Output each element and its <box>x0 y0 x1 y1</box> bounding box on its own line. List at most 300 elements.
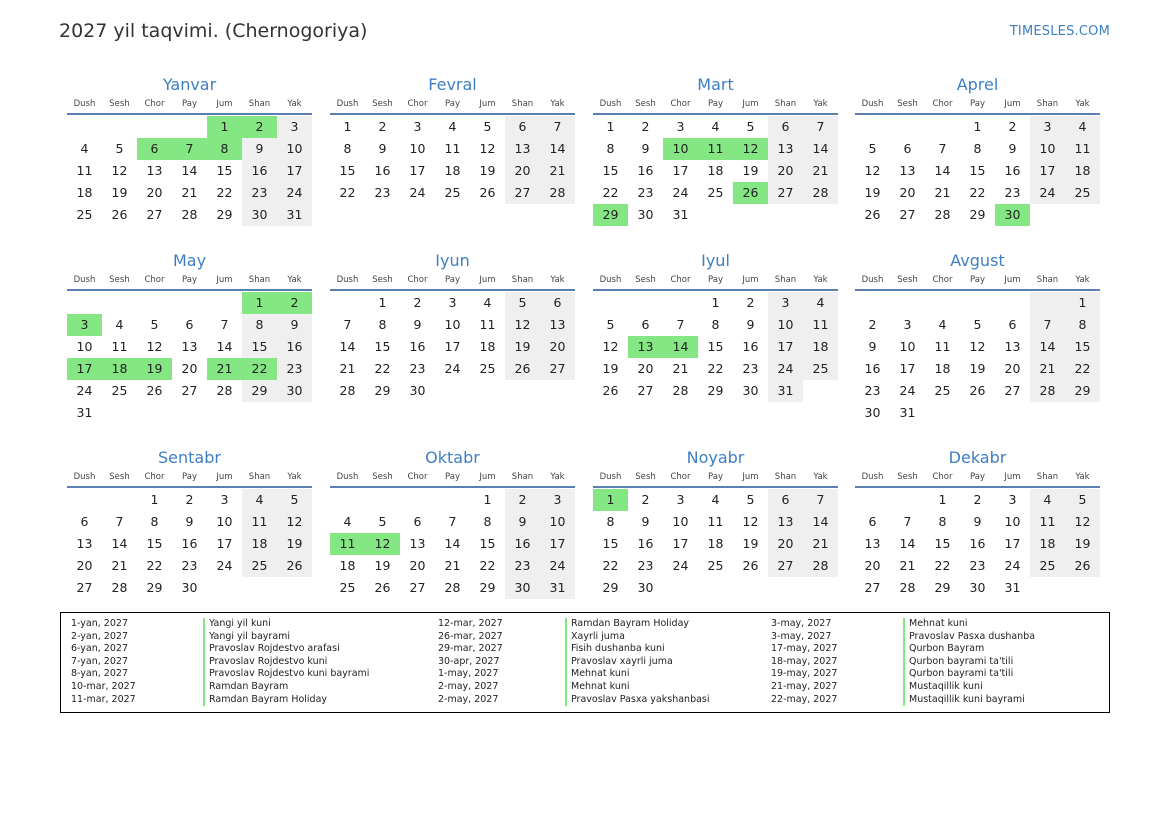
day-cell: 30 <box>409 383 426 398</box>
day-cell: 4 <box>938 317 947 332</box>
weekday-label: Chor <box>407 275 428 285</box>
weekday-label: Yak <box>813 275 828 285</box>
weekday-label: Jum <box>742 472 759 482</box>
legend-date: 3-may, 2027 <box>771 630 832 642</box>
day-cell: 27 <box>864 580 881 595</box>
day-cell: 28 <box>899 580 916 595</box>
day-cell: 15 <box>707 339 724 354</box>
holiday-day-cell: 2 <box>277 292 312 314</box>
day-cell: 22 <box>934 558 951 573</box>
empty-cell <box>102 489 137 511</box>
weekday-label: Yak <box>1075 99 1090 109</box>
day-cell: 1 <box>150 492 159 507</box>
weekday-label: Shan <box>774 472 797 482</box>
day-cell: 9 <box>1008 141 1017 156</box>
day-cell: 5 <box>606 317 615 332</box>
weekday-label: Jum <box>216 99 233 109</box>
day-cell: 6 <box>413 514 422 529</box>
day-cell: 27 <box>899 207 916 222</box>
day-cell: 29 <box>969 207 986 222</box>
day-cell: 27 <box>409 580 426 595</box>
day-cell: 2 <box>746 295 755 310</box>
weekday-label: Pay <box>182 472 197 482</box>
weekday-header <box>330 471 575 486</box>
day-cell: 19 <box>374 558 391 573</box>
day-cell: 17 <box>672 163 689 178</box>
legend-name-column <box>203 618 369 706</box>
empty-cell <box>207 292 242 314</box>
day-cell: 24 <box>76 383 93 398</box>
weekday-label: Shan <box>511 472 534 482</box>
weekend-day-cell: 9 <box>505 511 540 533</box>
day-cell: 22 <box>374 361 391 376</box>
day-cell: 9 <box>973 514 982 529</box>
empty-cell <box>102 116 137 138</box>
header-rule <box>330 289 575 291</box>
weekend-day-cell: 16 <box>505 533 540 555</box>
day-cell: 11 <box>707 514 724 529</box>
weekday-label: Pay <box>970 99 985 109</box>
empty-cell <box>855 489 890 511</box>
brand-link[interactable]: TIMESLES.COM <box>1009 24 1110 39</box>
empty-cell <box>855 116 890 138</box>
weekend-day-cell: 9 <box>242 138 277 160</box>
weekend-day-cell: 20 <box>768 160 803 182</box>
weekend-day-cell: 12 <box>277 511 312 533</box>
day-cell: 2 <box>973 492 982 507</box>
empty-cell <box>925 116 960 138</box>
weekend-day-cell: 7 <box>1030 314 1065 336</box>
day-cell: 15 <box>339 163 356 178</box>
day-cell: 23 <box>637 185 654 200</box>
legend-date: 2-may, 2027 <box>438 693 499 705</box>
day-cell: 20 <box>1004 361 1021 376</box>
weekday-label: Chor <box>407 472 428 482</box>
weekend-day-cell: 28 <box>803 182 838 204</box>
day-cell: 24 <box>409 185 426 200</box>
day-cell: 29 <box>374 383 391 398</box>
day-cell: 22 <box>602 185 619 200</box>
weekday-label: Chor <box>670 275 691 285</box>
weekday-header <box>67 98 312 113</box>
day-cell: 16 <box>742 339 759 354</box>
legend-holiday-name: Pravoslav Pasxa dushanba <box>903 631 1035 644</box>
day-cell: 28 <box>111 580 128 595</box>
day-cell: 3 <box>413 119 422 134</box>
day-cell: 6 <box>903 141 912 156</box>
day-cell: 14 <box>181 163 198 178</box>
month-iyul <box>593 250 838 402</box>
empty-cell <box>890 116 925 138</box>
day-cell: 16 <box>409 339 426 354</box>
weekday-label: Pay <box>182 275 197 285</box>
header-rule <box>330 113 575 115</box>
weekend-day-cell: 28 <box>1030 380 1065 402</box>
weekday-label: Jum <box>742 99 759 109</box>
weekday-header <box>330 98 575 113</box>
weekday-label: Sesh <box>635 472 656 482</box>
weekday-label: Dush <box>73 99 96 109</box>
day-cell: 8 <box>606 141 615 156</box>
day-cell: 13 <box>181 339 198 354</box>
header-rule <box>67 486 312 488</box>
weekday-label: Dush <box>861 99 884 109</box>
day-cell: 19 <box>864 185 881 200</box>
weekday-label: Shan <box>248 472 271 482</box>
day-grid <box>330 116 575 204</box>
weekend-day-cell: 30 <box>277 380 312 402</box>
holiday-day-cell: 1 <box>242 292 277 314</box>
day-cell: 2 <box>868 317 877 332</box>
holiday-day-cell: 13 <box>628 336 663 358</box>
day-cell: 19 <box>479 163 496 178</box>
legend-holiday-name: Pravoslav Pasxa yakshanbasi <box>565 694 710 707</box>
weekday-label: Sesh <box>109 472 130 482</box>
day-grid <box>330 489 575 599</box>
weekend-day-cell: 11 <box>803 314 838 336</box>
day-cell: 24 <box>1004 558 1021 573</box>
weekday-label: Shan <box>511 99 534 109</box>
day-cell: 27 <box>1004 383 1021 398</box>
day-cell: 12 <box>864 163 881 178</box>
month-mart <box>593 74 838 226</box>
weekday-label: Pay <box>445 99 460 109</box>
day-cell: 7 <box>115 514 124 529</box>
day-cell: 20 <box>146 185 163 200</box>
legend-holiday-name: Mustaqillik kuni bayrami <box>903 694 1035 707</box>
day-cell: 7 <box>448 514 457 529</box>
weekend-day-cell: 10 <box>277 138 312 160</box>
legend-date: 1-may, 2027 <box>438 668 499 680</box>
day-cell: 5 <box>973 317 982 332</box>
day-cell: 1 <box>938 492 947 507</box>
empty-cell <box>330 292 365 314</box>
day-cell: 5 <box>746 492 755 507</box>
weekend-day-cell: 7 <box>803 489 838 511</box>
weekend-day-cell: 3 <box>1030 116 1065 138</box>
legend-date: 7-yan, 2027 <box>71 655 128 667</box>
day-cell: 23 <box>637 558 654 573</box>
day-cell: 7 <box>220 317 229 332</box>
legend-date-column <box>771 618 837 706</box>
empty-cell <box>663 292 698 314</box>
day-cell: 8 <box>606 514 615 529</box>
weekday-label: Yak <box>813 99 828 109</box>
holiday-day-cell: 29 <box>593 204 628 226</box>
day-cell: 5 <box>746 119 755 134</box>
weekend-day-cell: 8 <box>242 314 277 336</box>
day-cell: 8 <box>938 514 947 529</box>
weekend-day-cell: 7 <box>803 116 838 138</box>
day-cell: 29 <box>602 580 619 595</box>
empty-cell <box>330 489 365 511</box>
day-cell: 23 <box>864 383 881 398</box>
day-cell: 21 <box>111 558 128 573</box>
day-grid <box>330 292 575 402</box>
month-fevral <box>330 74 575 204</box>
weekend-day-cell: 20 <box>768 533 803 555</box>
weekday-label: Jum <box>216 275 233 285</box>
day-cell: 10 <box>216 514 233 529</box>
day-cell: 13 <box>76 536 93 551</box>
holiday-day-cell: 6 <box>137 138 172 160</box>
day-cell: 19 <box>111 185 128 200</box>
day-cell: 18 <box>444 163 461 178</box>
day-cell: 26 <box>742 558 759 573</box>
day-cell: 5 <box>115 141 124 156</box>
day-cell: 6 <box>641 317 650 332</box>
month-name: Aprel <box>956 75 999 94</box>
empty-cell <box>593 292 628 314</box>
weekend-day-cell: 7 <box>540 116 575 138</box>
day-cell: 3 <box>220 492 229 507</box>
header-rule <box>67 289 312 291</box>
day-cell: 1 <box>711 295 720 310</box>
day-cell: 27 <box>146 207 163 222</box>
day-cell: 19 <box>969 361 986 376</box>
day-cell: 20 <box>76 558 93 573</box>
weekday-label: Shan <box>1036 275 1059 285</box>
holiday-day-cell: 2 <box>242 116 277 138</box>
weekend-day-cell: 18 <box>1065 160 1100 182</box>
day-cell: 24 <box>899 383 916 398</box>
day-cell: 8 <box>973 141 982 156</box>
day-cell: 3 <box>903 317 912 332</box>
weekday-label: Dush <box>599 275 622 285</box>
day-cell: 5 <box>483 119 492 134</box>
day-cell: 16 <box>864 361 881 376</box>
holiday-day-cell: 11 <box>698 138 733 160</box>
holiday-day-cell: 14 <box>663 336 698 358</box>
day-cell: 4 <box>448 119 457 134</box>
weekday-label: Chor <box>407 99 428 109</box>
weekend-day-cell: 17 <box>768 336 803 358</box>
month-dekabr <box>855 447 1100 599</box>
day-cell: 3 <box>676 119 685 134</box>
day-cell: 30 <box>742 383 759 398</box>
header-rule <box>593 289 838 291</box>
day-grid <box>593 116 838 226</box>
legend-holiday-name: Qurbon bayrami ta'tili <box>903 656 1035 669</box>
weekend-day-cell: 14 <box>540 138 575 160</box>
day-cell: 5 <box>378 514 387 529</box>
weekend-day-cell: 17 <box>277 160 312 182</box>
day-cell: 12 <box>969 339 986 354</box>
day-cell: 22 <box>707 361 724 376</box>
empty-cell <box>855 292 890 314</box>
day-cell: 8 <box>711 317 720 332</box>
day-cell: 15 <box>602 536 619 551</box>
weekend-day-cell: 27 <box>768 555 803 577</box>
weekend-day-cell: 6 <box>768 116 803 138</box>
day-cell: 16 <box>637 163 654 178</box>
empty-cell <box>137 116 172 138</box>
day-cell: 3 <box>676 492 685 507</box>
header-rule <box>855 113 1100 115</box>
legend-holiday-name: Ramdan Bayram Holiday <box>565 618 710 631</box>
month-name: Yanvar <box>162 75 217 94</box>
day-cell: 14 <box>111 536 128 551</box>
weekday-label: Chor <box>670 99 691 109</box>
day-cell: 14 <box>899 536 916 551</box>
legend-name-column <box>903 618 1035 706</box>
month-name: Mart <box>697 75 734 94</box>
weekday-label: Yak <box>1075 275 1090 285</box>
weekend-day-cell: 18 <box>242 533 277 555</box>
day-cell: 6 <box>185 317 194 332</box>
day-cell: 1 <box>606 119 615 134</box>
day-cell: 17 <box>899 361 916 376</box>
weekday-label: Dush <box>336 275 359 285</box>
day-cell: 22 <box>479 558 496 573</box>
day-cell: 9 <box>185 514 194 529</box>
weekend-day-cell: 6 <box>505 116 540 138</box>
day-cell: 10 <box>672 514 689 529</box>
day-cell: 23 <box>969 558 986 573</box>
day-cell: 18 <box>707 536 724 551</box>
month-noyabr <box>593 447 838 599</box>
day-cell: 29 <box>934 580 951 595</box>
weekend-day-cell: 18 <box>803 336 838 358</box>
month-name: May <box>172 251 207 270</box>
day-cell: 1 <box>343 119 352 134</box>
weekday-header <box>67 471 312 486</box>
day-cell: 12 <box>742 514 759 529</box>
month-aprel <box>855 74 1100 226</box>
day-cell: 21 <box>181 185 198 200</box>
weekend-day-cell: 21 <box>803 160 838 182</box>
holiday-day-cell: 1 <box>207 116 242 138</box>
day-cell: 25 <box>707 558 724 573</box>
weekday-label: Shan <box>1036 99 1059 109</box>
page-title: 2027 yil taqvimi. (Chernogoriya) <box>59 20 368 42</box>
day-cell: 1 <box>378 295 387 310</box>
month-name: Dekabr <box>948 448 1007 467</box>
legend-holiday-name: Mehnat kuni <box>565 681 710 694</box>
day-cell: 15 <box>479 536 496 551</box>
day-cell: 25 <box>479 361 496 376</box>
empty-cell <box>890 489 925 511</box>
day-cell: 16 <box>969 536 986 551</box>
weekday-header <box>593 274 838 289</box>
weekend-day-cell: 12 <box>505 314 540 336</box>
weekend-day-cell: 25 <box>1065 182 1100 204</box>
weekday-label: Pay <box>970 472 985 482</box>
month-name: Noyabr <box>686 448 745 467</box>
legend-date: 1-yan, 2027 <box>71 618 128 629</box>
header-rule <box>855 289 1100 291</box>
day-cell: 22 <box>146 558 163 573</box>
day-cell: 12 <box>111 163 128 178</box>
holiday-day-cell: 22 <box>242 358 277 380</box>
weekend-day-cell: 6 <box>540 292 575 314</box>
weekend-day-cell: 23 <box>277 358 312 380</box>
empty-cell <box>365 489 400 511</box>
day-cell: 10 <box>444 317 461 332</box>
weekday-label: Shan <box>248 275 271 285</box>
day-cell: 24 <box>672 558 689 573</box>
day-grid <box>67 489 312 599</box>
day-cell: 17 <box>409 163 426 178</box>
weekday-label: Jum <box>1004 275 1021 285</box>
holiday-legend <box>60 612 1110 713</box>
day-cell: 12 <box>146 339 163 354</box>
day-cell: 11 <box>934 339 951 354</box>
legend-holiday-name: Qurbon bayrami ta'tili <box>903 668 1035 681</box>
day-cell: 28 <box>672 383 689 398</box>
day-cell: 23 <box>374 185 391 200</box>
legend-date: 10-mar, 2027 <box>71 680 136 692</box>
day-cell: 15 <box>146 536 163 551</box>
holiday-day-cell: 10 <box>663 138 698 160</box>
weekday-label: Sesh <box>635 275 656 285</box>
weekend-day-cell: 10 <box>540 511 575 533</box>
holiday-day-cell: 19 <box>137 358 172 380</box>
header-rule <box>67 113 312 115</box>
day-cell: 2 <box>413 295 422 310</box>
weekend-day-cell: 26 <box>505 358 540 380</box>
weekend-day-cell: 30 <box>242 204 277 226</box>
day-cell: 24 <box>216 558 233 573</box>
day-cell: 9 <box>868 339 877 354</box>
weekend-day-cell: 3 <box>277 116 312 138</box>
weekend-day-cell: 14 <box>803 511 838 533</box>
day-cell: 26 <box>374 580 391 595</box>
day-cell: 14 <box>444 536 461 551</box>
day-cell: 5 <box>150 317 159 332</box>
weekend-day-cell: 31 <box>768 380 803 402</box>
legend-holiday-name: Yangi yil kuni <box>203 618 369 631</box>
day-cell: 28 <box>181 207 198 222</box>
month-iyun <box>330 250 575 402</box>
day-cell: 13 <box>409 536 426 551</box>
empty-cell <box>67 489 102 511</box>
legend-date: 26-mar, 2027 <box>438 630 503 642</box>
day-cell: 15 <box>969 163 986 178</box>
day-cell: 2 <box>378 119 387 134</box>
weekday-label: Sesh <box>372 275 393 285</box>
weekend-day-cell: 5 <box>277 489 312 511</box>
weekend-day-cell: 13 <box>540 314 575 336</box>
weekend-day-cell: 6 <box>768 489 803 511</box>
day-cell: 31 <box>76 405 93 420</box>
day-cell: 23 <box>1004 185 1021 200</box>
day-cell: 3 <box>448 295 457 310</box>
day-cell: 14 <box>934 163 951 178</box>
empty-cell <box>172 116 207 138</box>
weekend-day-cell: 3 <box>768 292 803 314</box>
day-cell: 1 <box>973 119 982 134</box>
day-cell: 23 <box>742 361 759 376</box>
day-cell: 20 <box>181 361 198 376</box>
weekend-day-cell: 27 <box>768 182 803 204</box>
day-cell: 31 <box>1004 580 1021 595</box>
day-grid <box>855 116 1100 226</box>
weekday-header <box>593 98 838 113</box>
holiday-day-cell: 26 <box>733 182 768 204</box>
day-cell: 7 <box>938 141 947 156</box>
weekend-day-cell: 13 <box>505 138 540 160</box>
holiday-day-cell: 7 <box>172 138 207 160</box>
day-cell: 4 <box>483 295 492 310</box>
weekday-label: Jum <box>479 275 496 285</box>
weekday-label: Pay <box>970 275 985 285</box>
weekend-day-cell: 24 <box>1030 182 1065 204</box>
legend-holiday-name: Pravoslav Rojdestvo kuni <box>203 656 369 669</box>
legend-date: 21-may, 2027 <box>771 680 838 692</box>
weekend-day-cell: 27 <box>540 358 575 380</box>
weekday-label: Yak <box>287 472 302 482</box>
